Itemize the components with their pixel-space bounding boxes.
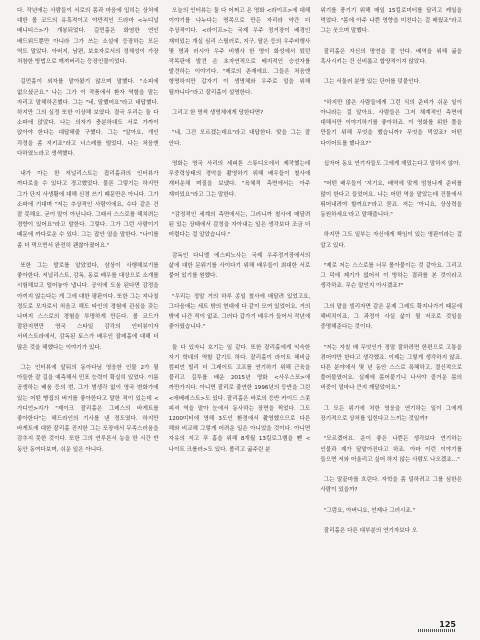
article-paragraph: "우리는 정말 거의 하루 종일 철사에 매달려 있었고요, 그다음에는 세트 밖의 현대에 다 같이 모여 있었어요. 거의 밖에 나간 적이 없죠. 그러다 갑가기 배우가 들어서 작년에 좋아웠습니다." bbox=[168, 293, 311, 331]
article-column-2 bbox=[169, 6, 311, 609]
article-paragraph: "모르겠어요. 운이 좋은 나쁜든 생각보다 연기하는 인물과 제가 달맡아진다고 하죠. 아마 이런 이야기를 들으면 저와 어울리고 싶어 하지 않는 사람도 나오겠죠…" bbox=[320, 436, 462, 463]
article-paragraph: 길먼홀이 외자를 맡아왔기 않으며 말했다. "소피에 없으셨군요." 나는 그가 이 작품에서 환자 역할을 맡는 자리고 말해하곤했다. 그는 "네, 말했어요"라고 대답했다. 하지만 그의 실정 또한 이상해 보였다. 결국 우리는 둘 다 소파에 앉았다. 나는 의자가 충분하대도 서로 가까이 앉아야 한다는 대답해줄 구했다. 그는 "알아요, 개인 각정을 좀 지키죠"라고 너스레를 떨었다. 나는 처음엔 다하였노라고 생색했다. bbox=[17, 79, 159, 157]
article-paragraph: "그럼요, 아버니요, 언제나 그러시죠." bbox=[323, 507, 416, 514]
article-paragraph: 그는 인터뷰에 앞뒤의 동아다님 영웅한 인물 2가 될 아들한 잘 길을 예측해서 민포 능력이 확실히 있었다. 이름 공생하는 배움 등의 번, 그가 범생각 없이 영국 변화가에 있는 어떤 빵집의 버거를 좋아한다고 말한 적이 있는데 <가디언>지가 "제이크 잘리홀은 그레스의 바게트를 좋아한다"는 헤드라인의 기사를 낸 정도였다. 하지만 바게트에 대한 잘리홀 진지한 그는 포장에서 무족스러움을 감추지 못한 것이다. 또한 그의 연루론서 농을 한 시간 반 동안 동여다보며, 쉬운 일은 아니다. bbox=[17, 365, 159, 453]
page-number: 125 bbox=[439, 620, 456, 629]
article-paragraph: 십자어 동요 연기자들도 그에게 재밌는다고 말하지 않아. bbox=[323, 160, 461, 167]
article-paragraph: 영화는 영국 사리의 세퍼톤 스튜디오에서 제작했는데 무중력상태의 경악을 촬영하기 위해 배우들이 철사에 재터운채 며질을 보냈다. "육체적 측면에서는 아주 재미있요"라고 그는 말한다. bbox=[168, 161, 311, 198]
article-paragraph: 잘리홀은 자신의 명연을 잘 안다. 배역을 위해 굶을 혹사시키는 건 신비롭고 합양적이지 않았다. bbox=[320, 48, 462, 65]
article-paragraph: 다. 작년에는 사람들이 서로의 몸과 마음에 입히는 상처에 대한 볼 코드의 유혹적이고 야만적인 드라마 <누디널 배니티스>가 개봉되었다. 길먼홀은 화염한 연인 배드위드뿐만 아니라 그가 쓰는 소설에 등장하는 모든 역도 말았다. 아버지, 남편, 보호자로서의 정체성이 가장 처참한 방법으로 깨져버리는 등장인물이었다. bbox=[17, 8, 159, 66]
article-paragraph: 그는 서둘러 분명 있는 단어를 덧붙인다. bbox=[323, 79, 421, 86]
article-paragraph: 그 모든 위기에 처한 영웅을 연기하는 일이 그에게 장기적으로 상처를 입힌다고 느끼는 것일까? bbox=[320, 405, 462, 422]
footer-rule bbox=[418, 629, 456, 632]
article-column-3 bbox=[320, 6, 462, 609]
article-paragraph: 내가 아는 한 저널리스트는 잡리홀과의 인터뷰가 까다로울 수 있다고 경고했었다. 물론 그렇기는 하지만 그가 단지 사생활에 대해 신경 쓰기 때문만은 아니다. 그가 소파에 기대며 "저는 추상적인 사람이에요, 수다 같은 건 잘 못해요. 굳이 말이 아닌니다. 그래서 스스로를 해치려는 경향이 있어요"라고 말한다. 그렇다. 그가 그런 사람이기 때문에 까다로운 수 있다. 그는 잡안 얼을 말한다. "나이를 좀 더 먹으면서 완전히 괜찮아졌어요." bbox=[17, 171, 159, 249]
article-paragraph: "네, 그건 모르겠는데요"라고 대답한다. 맞을 그는 잘 안다. bbox=[168, 130, 311, 147]
article-paragraph: 그의 말을 빌리자면 같은 문제 그레도 확지나가기 때문에 해비치이죠, 그 과정이 사실 삶이 될 저조로 것일을 중명해준다는 것이다. bbox=[320, 303, 462, 331]
article-paragraph: 오늘의 인터뷰는 둘 다 어쩌고 온 영화 <라이프>에 대해 이야기를 나누다는 명목으로 만든 자리라 약간 더 추상적이다. <라이프>는 국제 우주 정거장이 배경인 재미있는 개실 심리 스릴러로, 지구, 탈은 등의 우주비행사 몇 명과 러시아 우주 비행사 한 명이 화성에서 떴던 작목판에 발견 손 초자연적으로 배지적인 승선자를 발견하는 이야기다. "제로의 존재에요. 그들은 처음엔 형명하지만 갑자기 이 생명체와 우주로 얼을 위해 될까니다"라고 잘리홀이 설명한다. bbox=[168, 8, 311, 96]
article-paragraph: 그리고 한 명씩 생명체에게 당한다면? bbox=[172, 110, 264, 117]
article-body bbox=[17, 6, 462, 609]
article-paragraph: 그는 말끝마를 흐린다. 자학을 좀 덜하려고 그를 심한은 사람이 있을까? bbox=[320, 477, 462, 494]
article-paragraph: 둘 다 있자니 호기는 일 같다. 또한 잘리홀에게 익숙한 자기 학대의 역할 같기도 하다. 잘리홀이 라이트 헤비급 컴피언 빌리 더 그레이트 고프를 연기하기 위해 근육을 불리고 길투를 배운 2015년 영화 <사우스포>에 까만가지다. 아니면 잘리로 출연한 1996년의 등반을 그린 <에베레스트>도 있다. 잘리홀은 바로의 등반 카이드 스콧 피셔 역을 맡아 눈에서 동사하는 장면을 찍었다. 그도 1200미터에 영해 3도인 환경에서 촬영했으므로 다른 해와 비교해 그렇게 어려운 일은 아니었을 것이다. 아니면 자유의 저고 푸 홈을 위해 8개월 13킬로그램을 뺀 <나이트 크롤러>도 있다. 폴리고 굶주린 분 bbox=[168, 344, 311, 453]
article-paragraph: 또한 그는 발로를 알았었다, 삼상이 사행해보기를 좋아한다. 저널리스트, 감독, 동료 배우를 대상으로 소개를 시험해보고 털어놓아 냅니다. 공익에 도움 된다면 감정을 아끼지 않는다는 게 그에 대한 평판이다. 또한 그는 지나칠 정도로 모자로서 처음고 해도 타인의 경험에 관심을 갖는 나머지 스스로의 경험을 투명하게 만든다. 볼 코드가 잘완지면만 영국 스타일 감각의 인터뷰이자 서비스트라에서, 감독된 토스가 배우인 잘레홀에 대해 더 많은 것을 해했다는 이야기가 있다. bbox=[17, 263, 159, 351]
article-paragraph: "제로 저는 스스로를 너무 몰아붙이는 것 같아요. 그리고 그 덕에 제기가 없어서 이 방하는 결과를 본 것이라고 생각하죠. 무슨 말인지 아시겠죠?" bbox=[320, 262, 462, 290]
page-footer bbox=[418, 620, 456, 632]
article-paragraph: 잘리홀은 다른 대부분의 연기자보다 오 bbox=[323, 528, 418, 535]
article-paragraph: "어떤 배우들이 '저기요, 배역에 맞게 엄청나게 준비를 많이 한다고 들었어요. 나는 어떤 역을 맡았는데 건물에서 뛰어내려야 할까요?'라고 묻죠. 저는 '아니요, 상상력을 동원하세요'라고 말해줍니다." bbox=[320, 181, 462, 218]
article-paragraph: "하지만 많은 사람들에게 그런 식의 준비가 쉬운 일이 아니라는 걸 알아요. 사람들은 그저 체계적인 측면에 대해서만 이야기하기를 좋아하죠. 이 영화를 위한 풀을 만들기 위해 무엇을 했습니까? 무엇을 먹었죠? 어떤 다이어트를 했나요?" bbox=[320, 99, 462, 147]
article-paragraph: 하지만 그도 일부는 자신에게 책임이 있는 영판이라는 걸 알고 있다. bbox=[320, 232, 462, 249]
article-paragraph: 감독인 다니엘 에스피노사는 국제 우주정거장에서의 삶에 대한 문위기를 사이다기 위해 배우들이 최대한 서로 붙어 있기를 원했다. bbox=[168, 252, 311, 280]
article-column-1 bbox=[17, 6, 159, 609]
article-paragraph: 위기를 풍기기 위해 매일 15킬로미터를 달리고 케일을 먹었다. "몸에 아주 나쁜 영향을 미친다는 걸 배웠죠"라고 그는 웃으며 말했다. bbox=[320, 8, 462, 35]
article-paragraph: "감정적인 세계의 측면에서는, 그러니까 철사에 매달려 된 있는 상태에서 감정을 자아내는 일은 생각보다 조금 더 어렵다는 걸 알았습니다." bbox=[168, 212, 311, 239]
article-paragraph: "저는 자칠 매 무엇인가 정말 잘하려면 한편으로 고통을 겪어야만 한다고 생각했죠. 이제는 그렇게 생각하지 않죠. 다른 분야에서 몇 년 동안 스스로 폭혜하고, 결신적으로 풀어불였어요. 실제에 몸어붙기니 나서야 즐거운 몸의 비중이 얼마나 큰지 깨달았어요." bbox=[320, 344, 462, 392]
